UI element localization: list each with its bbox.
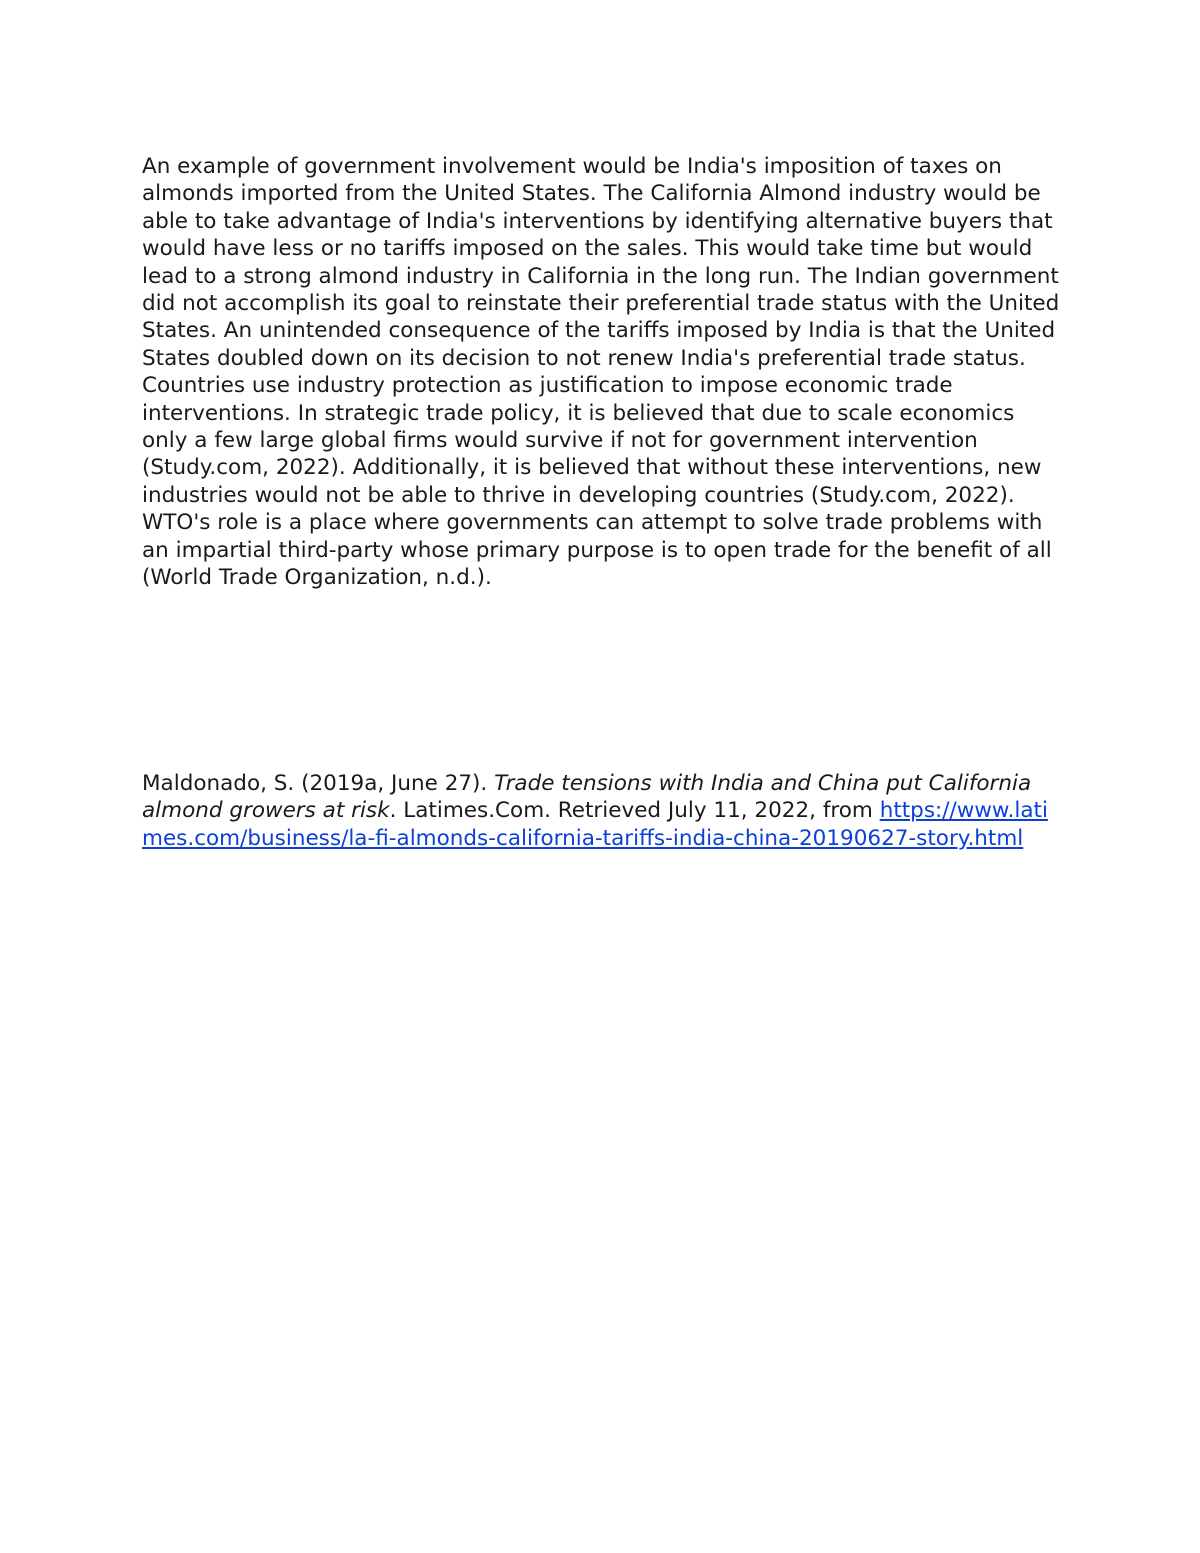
reference-url-link[interactable]: https://www.latimes.com/business/la-fi-almonds-california-tariffs-india-china-20190627-story.html [142, 798, 1048, 851]
body-paragraph: An example of government involvement would be India's imposition of taxes on almonds imported from the United States. The California Almond industry would be able to take advantage of India's interventions by identifying alternative buyers that would have less or no tariffs imposed on the sales. This would take time but would lead to a strong almond industry in California in the long run. The Indian government did not accomplish its goal to reinstate their preferential trade status with the United States. An unintended consequence of the tariffs imposed by India is that the United States doubled down on its decision to not renew India's preferential trade status. Countries use industry protection as justification to impose economic trade interventions. In strategic trade policy, it is believed that due to scale economics only a few large global firms would survive if not for government intervention (Study.com, 2022). Additionally, it is believed that without these interventions, new industries would not be able to thrive in developing countries (Study.com, 2022). WTO's role is a place where governments can attempt to solve trade problems with an impartial third-party whose primary purpose is to open trade for the benefit of all (World Trade Organization, n.d.). [142, 154, 1060, 591]
reference-title: Trade tensions with India and China put California almond growers at risk [142, 771, 1032, 824]
reference-entry [142, 770, 1062, 852]
reference-author-date: Maldonado, S. (2019a, June 27). [142, 771, 495, 796]
reference-source-retrieved: . Latimes.Com. Retrieved July 11, 2022, from [389, 798, 880, 824]
